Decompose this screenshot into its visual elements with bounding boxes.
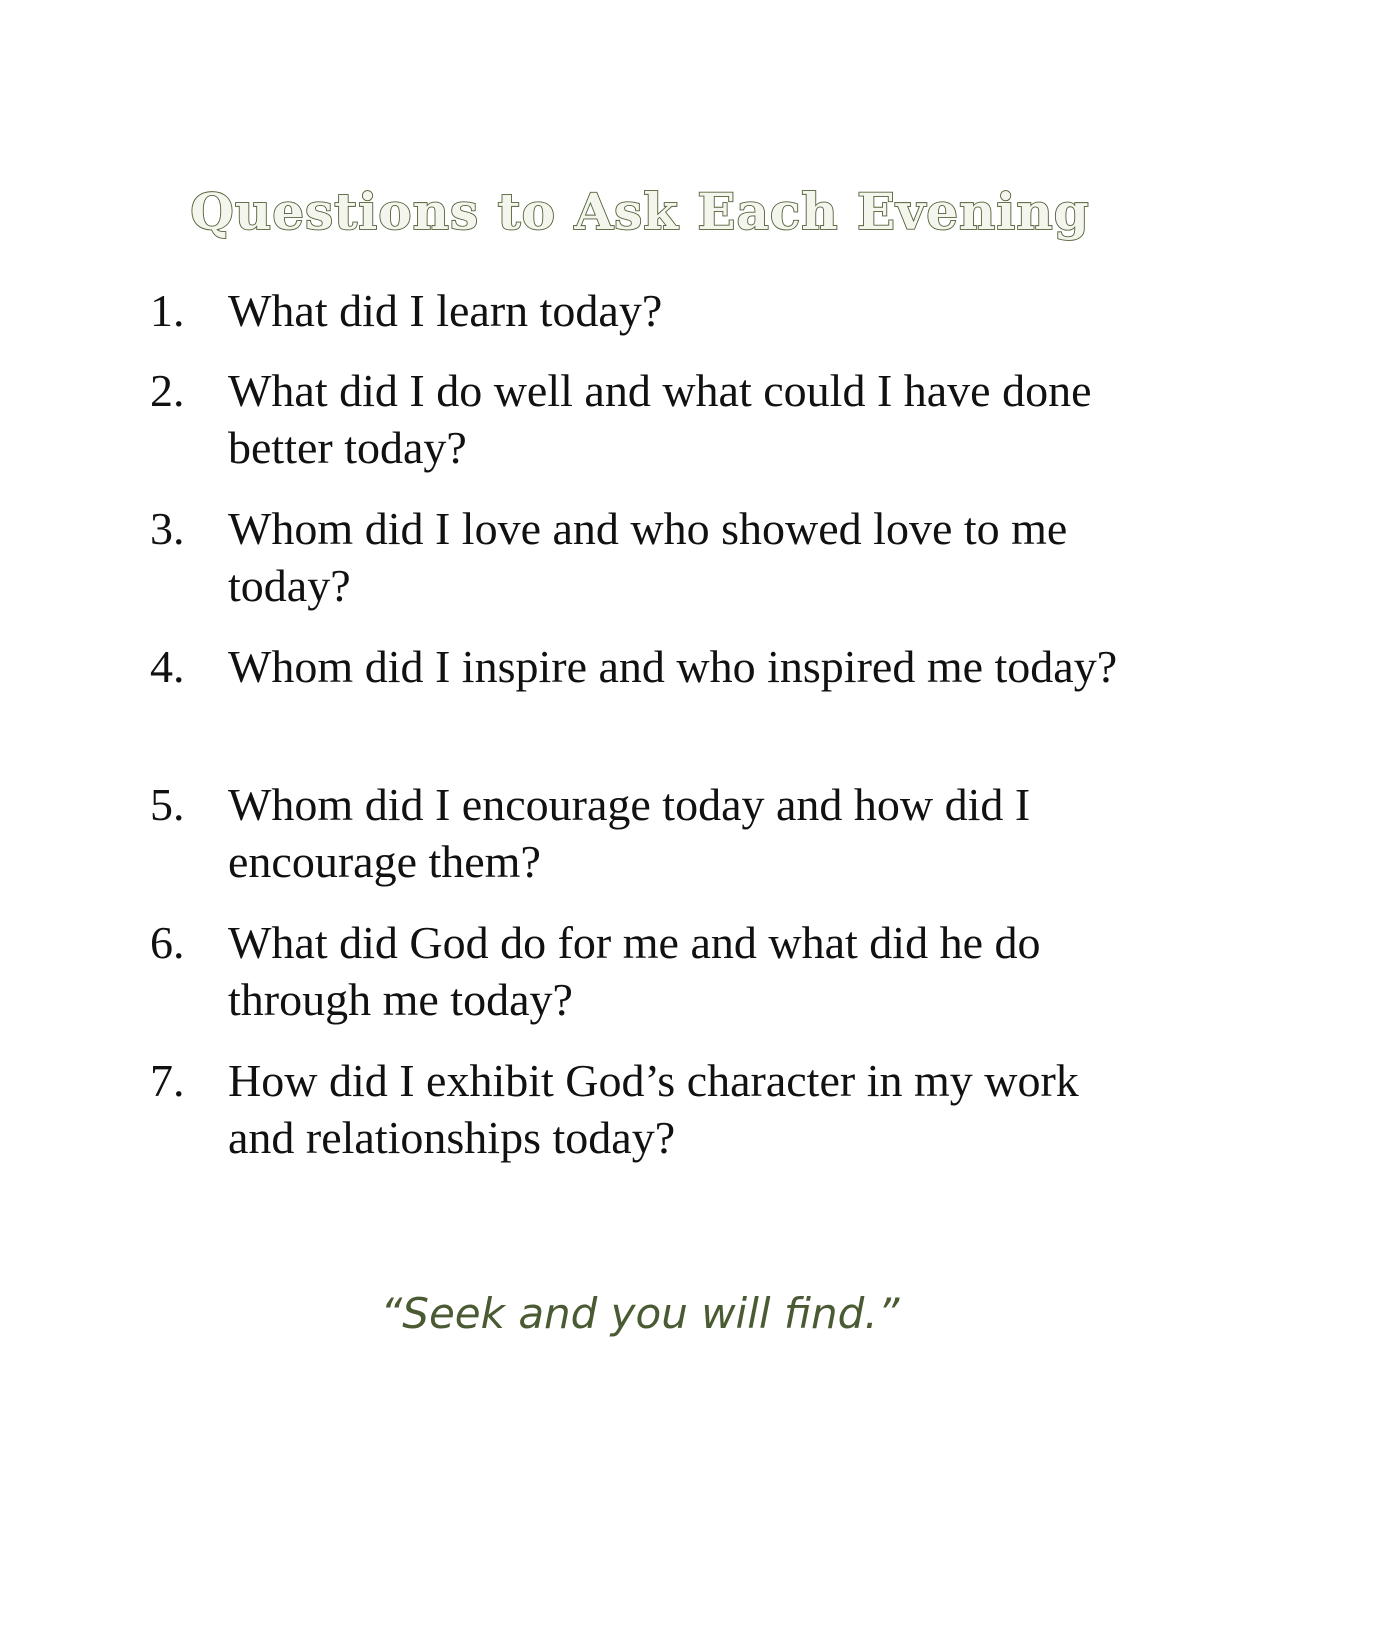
list-item-number: 3. [150, 503, 185, 554]
list-item-number: 2. [150, 365, 185, 416]
list-item-number: 6. [150, 917, 185, 968]
list-item-text: What did I learn today? [228, 285, 663, 336]
list-item-text: Whom did I inspire and who inspired me today? [228, 641, 1118, 692]
list-item-text: Whom did I encourage today and how did I encourage them? [228, 779, 1031, 887]
list-item-text: Whom did I love and who showed love to me today? [228, 503, 1068, 611]
list-item-text: What did I do well and what could I have done better today? [228, 365, 1092, 473]
list-item-number: 5. [150, 779, 185, 830]
page-title: Questions to Ask Each Evening [190, 181, 1090, 241]
list-item-number: 1. [150, 285, 185, 336]
list-item-text: What did God do for me and what did he do through me today? [228, 917, 1041, 1025]
list-item-text: How did I exhibit God’s character in my work and relationships today? [228, 1055, 1079, 1163]
list-item-number: 7. [150, 1055, 185, 1106]
list-item-number: 4. [150, 641, 185, 692]
closing-quote: “Seek and you will find.” [380, 1289, 900, 1338]
